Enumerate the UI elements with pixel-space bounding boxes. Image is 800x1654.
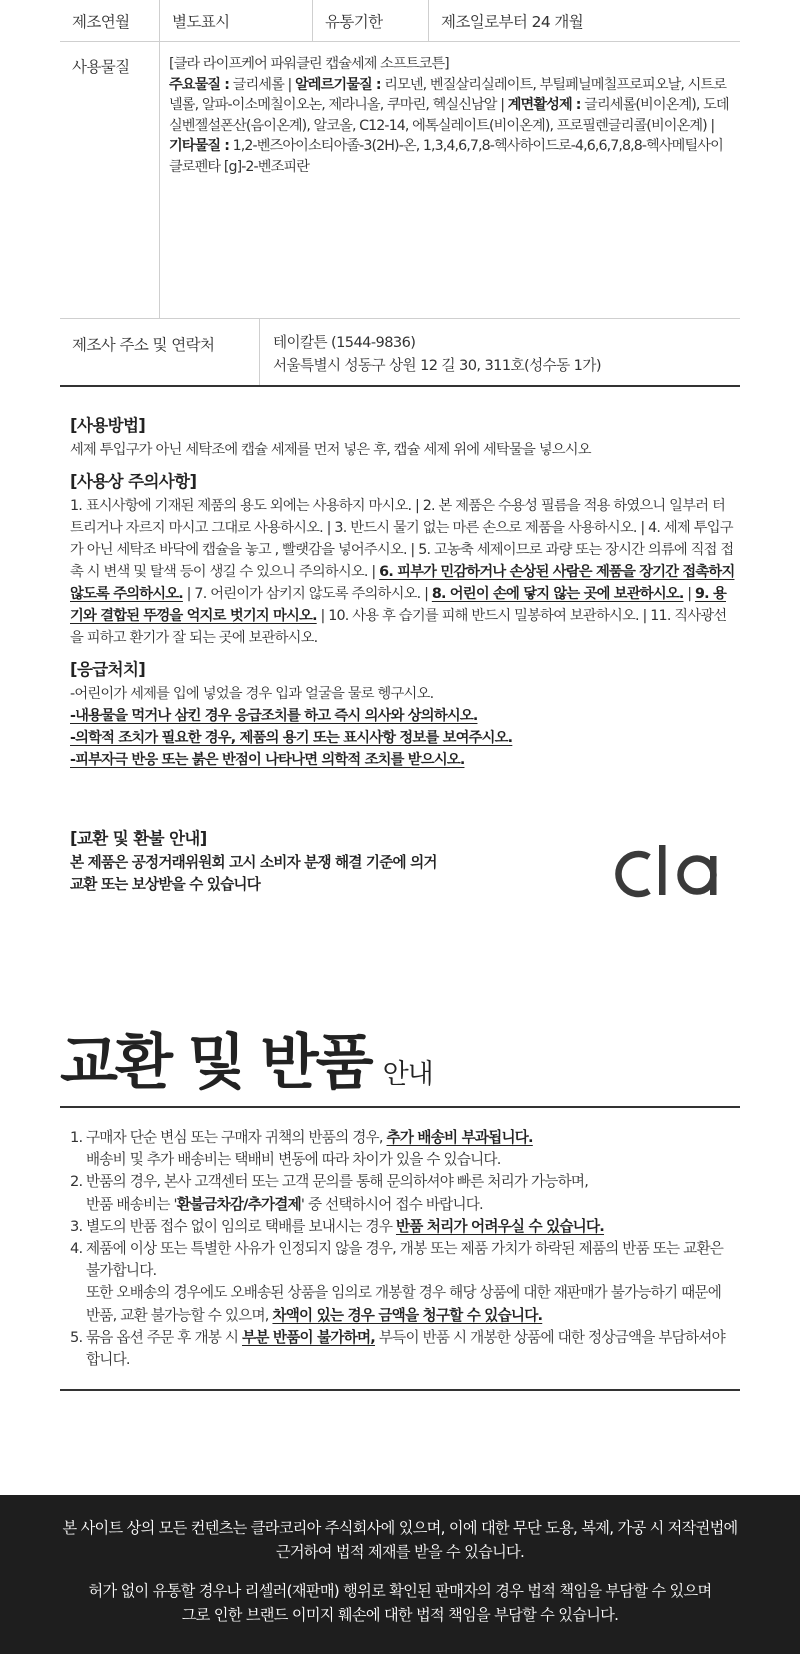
- mfg-date-label: 제조연월: [72, 12, 130, 31]
- exchange-line: 교환 또는 보상받을 수 있습니다: [70, 876, 260, 893]
- caution-part: 1. 표시사항에 기재된 제품의 용도 외에는 사용하지 마시오. | 2. 본 제품은 수용성 필름을 적용 하였으니 일부러 터트리거나 자르지 마시고 그대로 사용하시오. | 3. 반드시 물기 없는 마른 손으로 제품을 사용하시오. | 4. 세제 투입구가 아닌 세탁조 바닥에 캡슐을 놓고 , 빨랫감을 넣어주시오. | 5. 고농축 세제이므로 과량 또는 장시간 의류에 직접 접촉 시 변색 및 탈색 등이 생길 수 있으니 주의하시오. |: [70, 498, 734, 580]
- other-text: 1,2-벤즈아이소티아졸-3(2H)-온, 1,3,4,6,7,8-헥사하이드로-4,6,6,7,8,8-헥사메틸사이클로펜타 [g]-2-벤조피란: [169, 138, 723, 175]
- main-label: 주요물질 :: [169, 76, 230, 93]
- caution-part: | 7. 어린이가 삼키지 않도록 주의하시오. |: [182, 586, 432, 602]
- returns-highlight: 차액이 있는 경우 금액을 청구할 수 있습니다.: [272, 1306, 543, 1324]
- caution-highlight: 6. 피부가 민감하거나 손상된 사람은 제품을 장기간 접촉하지 않도록 주의하시오.: [70, 564, 735, 602]
- copyright-footer: [0, 1495, 800, 1654]
- returns-title-big: 교환 및 반품: [60, 1028, 371, 1098]
- maker-name: 테이칼튼 (1544-9836): [273, 334, 416, 351]
- product-name: [클라 라이프케어 파워클린 캡슐세제 소프트코튼]: [169, 56, 449, 72]
- returns-item: 4. 제품에 이상 또는 특별한 사유가 인정되지 않을 경우, 개봉 또는 제품 가치가 하락된 제품의 반품 또는 교환은 불가합니다. 또한 오배송의 경우에도 오배송된 상품을 임의로 개봉할 경우 해당 상품에 대한 재판매가 불가능하기 때문에 반품, 교환 불가능할 수 있으며, 차액이 있는 경우 금액을 청구할 수 있습니다.: [70, 1240, 724, 1324]
- first-aid-item: -의학적 조치가 필요한 경우, 제품의 용기 또는 표시사항 정보를 보여주시오.: [70, 730, 513, 746]
- returns-item: 3. 별도의 반품 접수 없이 임의로 택배를 보내시는 경우 반품 처리가 어려우실 수 있습니다.: [70, 1217, 605, 1235]
- exchange-title: [교환 및 환불 안내]: [70, 829, 207, 848]
- material-label: 사용물질: [72, 58, 130, 76]
- maker-address: 서울특별시 성동구 상원 12 길 30, 311호(성수동 1가): [273, 357, 601, 374]
- first-aid-item: -내용물을 먹거나 삼킨 경우 응급조치를 하고 즉시 의사와 상의하시오.: [70, 708, 478, 724]
- returns-list: [70, 1127, 735, 1371]
- first-aid-section: [70, 657, 735, 771]
- cla-logo: [613, 845, 733, 900]
- surfactant-text: 글리세롤(비이온계), 도데실벤젤설폰산(음이온계), 알코올, C12-14, 에톡실레이트(비이온계), 프로필렌글리콜(비이온계) |: [169, 97, 729, 134]
- caution-section: [70, 469, 735, 649]
- first-aid-item: -피부자극 반응 또는 붉은 반점이 나타나면 의학적 조치를 받으시오.: [70, 752, 465, 768]
- spec-table: [60, 0, 740, 387]
- divider: [60, 1106, 740, 1108]
- caution-title: [사용상 주의사항]: [70, 472, 197, 491]
- usage-sections: [70, 413, 735, 779]
- spec-row-maker: [60, 319, 740, 387]
- returns-item: 5. 묶음 옵션 주문 후 개봉 시 부분 반품이 불가하며, 부득이 반품 시 개봉한 상품에 대한 정상금액을 부담하셔야 합니다.: [70, 1328, 725, 1369]
- divider: [60, 1389, 740, 1391]
- main-text: 글리세롤 |: [229, 76, 295, 93]
- caution-part: | 10. 사용 후 습기를 피해 반드시 밀봉하여 보관하시오. | 11. 직사광선을 피하고 환기가 잘 되는 곳에 보관하시오.: [70, 608, 727, 646]
- first-aid-item: -어린이가 세제를 입에 넣었을 경우 입과 얼굴을 물로 헹구시오.: [70, 686, 434, 702]
- caution-highlight: 9. 용기와 결합된 뚜껑을 억지로 벗기지 마시오.: [70, 586, 726, 624]
- reseller-notice: 허가 없이 유통할 경우나 리셀러(재판매) 행위로 확인된 판매자의 경우 법적 책임을 부담할 수 있으며 그로 인한 브랜드 이미지 훼손에 대한 법적 책임을 부담할 수 있습니다.: [88, 1582, 712, 1624]
- maker-label: 제조사 주소 및 연락처: [72, 336, 215, 354]
- allergen-label: 알레르기물질 :: [294, 76, 381, 93]
- usage-method-title: [사용방법]: [70, 416, 146, 435]
- spec-row-dates: [60, 0, 740, 42]
- surfactant-label: 계면활성제 :: [507, 97, 581, 114]
- returns-title: [60, 1015, 433, 1101]
- other-label: 기타물질 :: [169, 138, 230, 155]
- exchange-line: 본 제품은 공정거래위원회 고시 소비자 분쟁 해결 기준에 의거: [70, 854, 437, 871]
- exchange-notice: [70, 826, 570, 896]
- first-aid-title: [응급처치]: [70, 660, 146, 679]
- caution-part: |: [683, 586, 696, 602]
- spec-row-materials: [60, 42, 740, 319]
- maker-value: [259, 319, 740, 385]
- usage-method-text: 세제 투입구가 아닌 세탁조에 캡슐 세제를 먼저 넣은 후, 캡슐 세제 위에 세탁물을 넣으시오: [70, 442, 591, 458]
- usage-method-section: [70, 413, 735, 461]
- returns-title-small: 안내: [382, 1059, 433, 1090]
- expiry-value: 제조일로부터 24 개월: [428, 0, 740, 41]
- mfg-date-value: 별도표시: [159, 0, 312, 41]
- returns-item: 2. 반품의 경우, 본사 고객센터 또는 고객 문의를 통해 문의하셔야 빠른 처리가 가능하며, 반품 배송비는 '환불금차감/추가결제' 중 선택하시어 접수 바랍니다.: [70, 1173, 589, 1213]
- caution-highlight: 8. 어린이 손에 닿지 않는 곳에 보관하시오.: [431, 586, 684, 602]
- returns-highlight: 추가 배송비 부과됩니다.: [386, 1129, 533, 1146]
- material-value: [159, 42, 740, 318]
- copyright-notice: 본 사이트 상의 모든 컨텐츠는 클라코리아 주식회사에 있으며, 이에 대한 무단 도용, 복제, 가공 시 저작권법에 근거하여 법적 제재를 받을 수 있습니다.: [62, 1519, 738, 1561]
- caution-text: [70, 495, 735, 649]
- returns-highlight: 환불금차감/추가결제: [176, 1195, 301, 1213]
- returns-highlight: 반품 처리가 어려우실 수 있습니다.: [395, 1217, 605, 1235]
- expiry-label: 유통기한: [312, 0, 428, 41]
- returns-item: 1. 구매자 단순 변심 또는 구매자 귀책의 반품의 경우, 추가 배송비 부과됩니다. 배송비 및 추가 배송비는 택배비 변동에 따라 차이가 있을 수 있습니다.: [70, 1129, 533, 1169]
- allergen-text: 리모넨, 벤질살리실레이트, 부틸페닐메칠프로피오날, 시트로넬롤, 알파-이소메칠이오논, 제라니올, 쿠마린, 헥실신남알 |: [169, 76, 727, 114]
- returns-highlight: 부분 반품이 불가하며,: [242, 1328, 376, 1346]
